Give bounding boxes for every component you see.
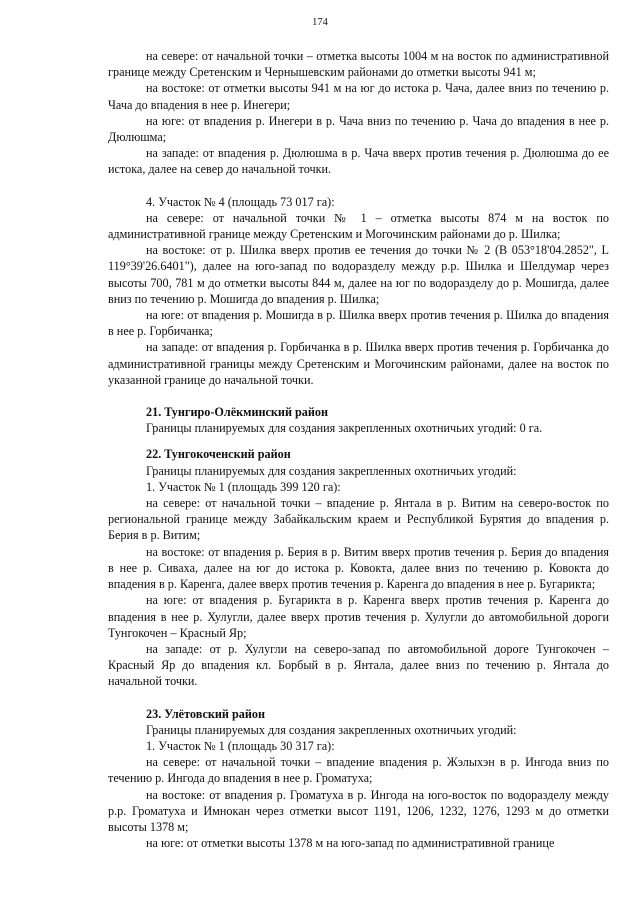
- paragraph: на западе: от р. Хулугли на северо-запад по автомобильной дороге Тунгокочен – Красный Яр до впадения кл. Борбый в р. Янтала, далее вниз по течению р. Янтала до начальной точки.: [108, 641, 609, 689]
- paragraph: на западе: от впадения р. Дюлюшма в р. Чача вверх против течения р. Дюлюшма до ее истока, далее на север до начальной точки.: [108, 146, 609, 177]
- paragraph: Границы планируемых для создания закрепленных охотничьих угодий:: [146, 463, 517, 478]
- paragraph: на юге: от впадения р. Бугарикта в р. Каренга вверх против течения р. Каренга до впадения в нее р. Хулугли, далее вверх против течения р. Хулугли до автомобильной дороги Тунгокочен – Красный Яр;: [108, 593, 609, 640]
- parcel-heading: 4. Участок № 4 (площадь 73 017 га):: [146, 194, 335, 209]
- paragraph: на севере: от начальной точки – впадение р. Янтала в р. Витим на северо-восток по региональной границе между Забайкальским краем и Республикой Бурятия до впадения р. Берия в р. Витим;: [108, 496, 609, 543]
- section-heading: 23. Улётовский район: [146, 706, 265, 721]
- paragraph: на юге: от впадения р. Мошигда в р. Шилка вверх против течения р. Шилка до впадения в нее р. Горбичанка;: [108, 308, 609, 339]
- parcel-heading: 1. Участок № 1 (площадь 30 317 га):: [146, 738, 335, 753]
- paragraph: на востоке: от впадения р. Берия в р. Витим вверх против течения р. Берия до впадения в нее р. Сиваха, далее на юг до истока р. Ковокта, далее вниз по течению р. Ковокта до впадения в р. Каренга, далее вверх против течения р. Каренга до впадения в нее р. Бугарикта;: [108, 544, 609, 592]
- paragraph: на севере: от начальной точки – отметка высоты 1004 м на восток по административной границе между Сретенским и Чернышевским районами до отметки высоты 941 м;: [108, 49, 609, 80]
- paragraph: на востоке: от р. Шилка вверх против ее течения до точки № 2 (B 053°18'04.2852", L 119°39'26.6401"), далее на юго-запад по водоразделу между р.р. Шилка и Шелдумар через высоты 700, 781 м до отметки высоты 844 м, далее на юг по водоразделу до р. Мошигда, далее вниз по течению р. Мошигда до впадения р. Шилка;: [108, 243, 609, 306]
- page-number: 174: [312, 17, 328, 28]
- paragraph: на западе: от впадения р. Горбичанка в р. Шилка вверх против течения р. Горбичанка до административной границы между Сретенским и Могочинским районами, далее на восток по указанной границе до начальной точки.: [108, 340, 609, 387]
- paragraph: на востоке: от впадения р. Громатуха в р. Ингода на юго-восток по водоразделу между р.р. Громатуха и Имнокан через отметки высот 1191, 1206, 1232, 1276, 1293 м до отметки высоты 1378 м;: [108, 787, 609, 834]
- section-heading: 22. Тунгокоченский район: [146, 447, 291, 462]
- section-heading: 21. Тунгиро-Олёкминский район: [146, 405, 329, 420]
- paragraph: на юге: от впадения р. Инегери в р. Чача вниз по течению р. Чача до впадения в нее р. Дюлюшма;: [108, 113, 609, 145]
- paragraph: на севере: от начальной точки – впадение впадения р. Жэлыхэн в р. Ингода вниз по течению р. Ингода до впадения в нее р. Громатуха;: [108, 755, 609, 786]
- paragraph: на востоке: от отметки высоты 941 м на юг до истока р. Чача, далее вниз по течению р. Чача до впадения в нее р. Инегери;: [108, 81, 609, 112]
- document-body: [108, 48, 609, 851]
- paragraph: Границы планируемых для создания закрепленных охотничьих угодий: 0 га.: [146, 421, 543, 436]
- parcel-heading: 1. Участок № 1 (площадь 399 120 га):: [146, 479, 341, 494]
- paragraph: Границы планируемых для создания закрепленных охотничьих угодий:: [146, 722, 517, 737]
- paragraph: на севере: от начальной точки № 1 – отметка высоты 874 м на восток по административной границе между Сретенским и Могочинским районами до р. Шилка;: [108, 210, 609, 242]
- paragraph: на юге: от отметки высоты 1378 м на юго-запад по административной границе: [146, 836, 555, 851]
